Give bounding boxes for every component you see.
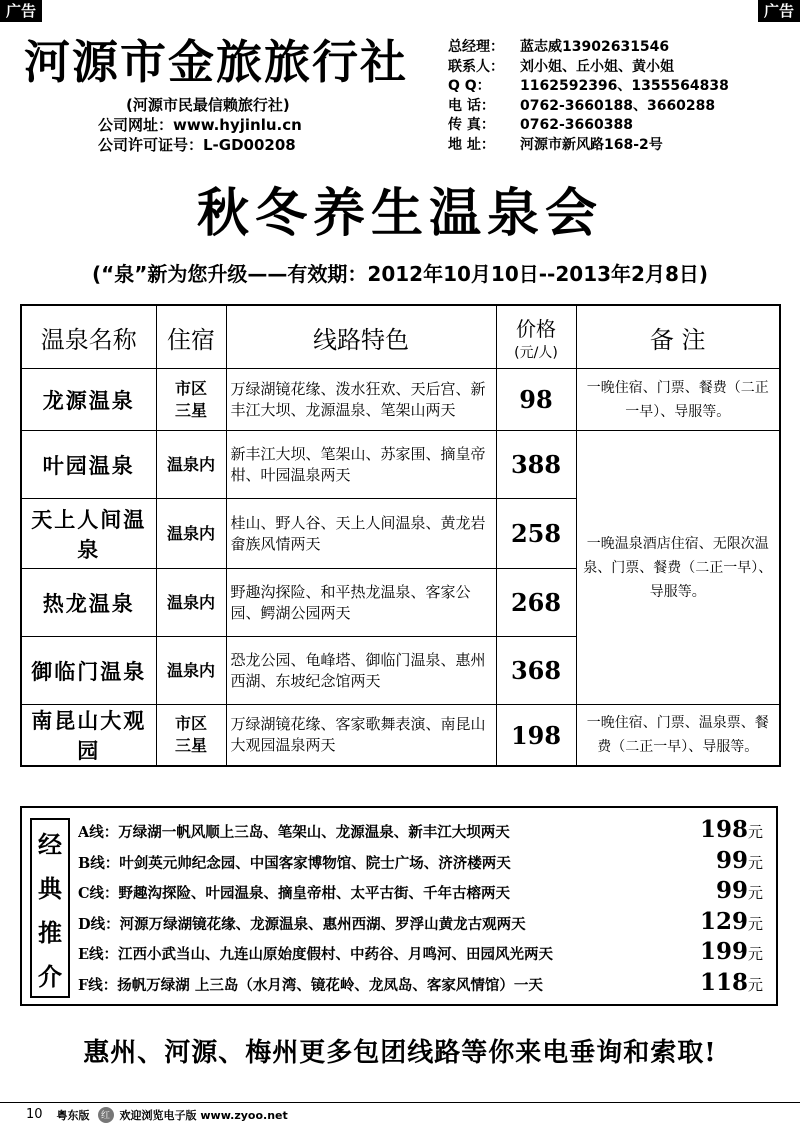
route-text: D线：河源万绿湖镜花缘、龙源温泉、惠州西湖、罗浮山黄龙古观两天 <box>78 915 526 933</box>
contact-label: 电 话： <box>448 97 495 114</box>
contact-value: 刘小姐、丘小姐、黄小姐 <box>520 58 674 75</box>
ad-tag-right: 广告 <box>758 0 800 22</box>
classic-route-line <box>78 908 768 939</box>
header-note: 备 注 <box>576 305 780 369</box>
classic-route-line <box>78 938 768 969</box>
route-price-unit: 元 <box>748 975 764 994</box>
price-value: 198 <box>496 705 576 767</box>
header-stay: 住宿 <box>156 305 226 369</box>
header-price <box>496 305 576 369</box>
route-desc: 万绿湖镜花缘、客家歌舞表演、南昆山大观园温泉两天 <box>226 705 496 767</box>
route-desc: 桂山、野人谷、天上人间温泉、黄龙岩畲族风情两天 <box>226 499 496 569</box>
edition-label: 粤东版 <box>56 1108 90 1122</box>
spring-name: 热龙温泉 <box>21 569 156 637</box>
price-value: 258 <box>496 499 576 569</box>
spring-name: 御临门温泉 <box>21 637 156 705</box>
hot-spring-price-table <box>20 304 781 767</box>
route-price-unit: 元 <box>748 914 764 933</box>
table-header-row <box>21 305 780 369</box>
table-row <box>21 705 780 767</box>
contact-value: 蓝志威13902631546 <box>520 39 670 55</box>
classic-routes-list <box>78 816 768 999</box>
classic-label-char: 介 <box>38 961 62 991</box>
classic-route-line <box>78 877 768 908</box>
note-cell: 一晚住宿、门票、餐费（二正一早）、导服等。 <box>576 369 780 431</box>
stay-type: 市区三星 <box>156 705 226 767</box>
route-desc: 新丰江大坝、笔架山、苏家围、摘皇帝柑、叶园温泉两天 <box>226 431 496 499</box>
stay-type: 温泉内 <box>156 637 226 705</box>
page-number: 10 <box>26 1107 43 1122</box>
classic-routes-label <box>30 818 70 998</box>
header-route: 线路特色 <box>226 305 496 369</box>
route-price-unit: 元 <box>748 823 764 841</box>
note-cell: 一晚住宿、门票、温泉票、餐费（二正一早）、导服等。 <box>576 705 780 767</box>
company-website: 公司网址：www.hyjinlu.cn <box>98 116 302 134</box>
note-cell: 一晚温泉酒店住宿、无限次温泉、门票、餐费（二正一早）、导服等。 <box>576 431 780 705</box>
route-price-unit: 元 <box>748 884 764 902</box>
spring-name: 叶园温泉 <box>21 431 156 499</box>
route-price: 99 <box>715 846 748 874</box>
contact-value: 0762-3660188、3660288 <box>520 97 716 114</box>
route-text: B线：叶剑英元帅纪念园、中国客家博物馆、院士广场、济济楼两天 <box>78 854 511 872</box>
table-row <box>21 369 780 431</box>
contact-row <box>448 58 729 78</box>
contact-label: Q Q： <box>448 78 491 94</box>
contact-label: 传 真： <box>448 117 495 133</box>
company-name: 河源市金旅旅行社 <box>24 35 408 89</box>
publisher-logo: 红 <box>98 1107 114 1123</box>
classic-label-char: 经 <box>38 829 62 859</box>
route-price: 99 <box>715 877 748 904</box>
classic-label-char: 典 <box>38 873 62 903</box>
route-price: 199 <box>699 938 748 965</box>
contact-row <box>448 136 729 156</box>
route-text: A线：万绿湖一帆风顺上三岛、笔架山、龙源温泉、新丰江大坝两天 <box>78 824 510 841</box>
spring-name: 南昆山大观园 <box>21 705 156 767</box>
classic-route-line <box>78 969 768 1000</box>
page-footer <box>0 1102 800 1126</box>
table-body <box>21 369 780 767</box>
header-price-unit: (元/人) <box>514 344 558 361</box>
table-row <box>21 431 780 499</box>
price-value: 388 <box>496 431 576 499</box>
contact-row <box>448 97 729 117</box>
promo-title: 秋冬养生温泉会 <box>196 183 603 244</box>
contact-value: 0762-3660388 <box>520 117 633 133</box>
promo-subtitle: (“泉”新为您升级——有效期：2012年10月10日--2013年2月8日) <box>92 262 708 286</box>
contact-label: 联系人： <box>448 58 504 75</box>
stay-type: 温泉内 <box>156 431 226 499</box>
route-price: 198 <box>699 816 748 843</box>
company-tagline: (河源市民最信赖旅行社) <box>126 96 290 114</box>
classic-routes-box <box>20 806 778 1006</box>
contact-row <box>448 116 729 136</box>
route-desc: 万绿湖镜花缘、泼水狂欢、天后宫、新丰江大坝、龙源温泉、笔架山两天 <box>226 369 496 431</box>
contact-block <box>448 38 729 155</box>
route-price: 118 <box>699 968 748 996</box>
price-value: 268 <box>496 569 576 637</box>
route-price: 129 <box>699 907 748 935</box>
contact-label: 总经理： <box>448 39 504 55</box>
spring-name: 龙源温泉 <box>21 369 156 431</box>
ad-tag-left: 广告 <box>0 0 42 22</box>
route-price-unit: 元 <box>748 853 764 872</box>
header-name: 温泉名称 <box>21 305 156 369</box>
stay-type: 温泉内 <box>156 569 226 637</box>
classic-route-line <box>78 847 768 878</box>
price-value: 98 <box>496 369 576 431</box>
price-value: 368 <box>496 637 576 705</box>
route-desc: 恐龙公园、龟峰塔、御临门温泉、惠州西湖、东坡纪念馆两天 <box>226 637 496 705</box>
contact-row <box>448 77 729 97</box>
contact-row <box>448 38 729 58</box>
contact-value: 河源市新风路168-2号 <box>520 136 663 153</box>
route-text: E线：江西小武当山、九连山原始度假村、中药谷、月鸣河、田园风光两天 <box>78 946 554 963</box>
classic-route-line <box>78 816 768 847</box>
bottom-slogan: 惠州、河源、梅州更多包团线路等你来电垂询和索取! <box>83 1038 717 1068</box>
stay-type: 温泉内 <box>156 499 226 569</box>
route-price-unit: 元 <box>748 945 764 963</box>
header-price-label: 价格 <box>516 316 556 341</box>
spring-name: 天上人间温泉 <box>21 499 156 569</box>
route-text: F线：扬帆万绿湖 上三岛（水月湾、镜花岭、龙凤岛、客家风情馆）一天 <box>78 976 543 994</box>
contact-value: 1162592396、1355564838 <box>520 78 729 94</box>
company-license: 公司许可证号：L-GD00208 <box>98 136 296 154</box>
route-text: C线：野趣沟探险、叶园温泉、摘皇帝柑、太平古街、千年古榕两天 <box>78 885 511 902</box>
classic-label-char: 推 <box>38 917 62 947</box>
route-desc: 野趣沟探险、和平热龙温泉、客家公园、鳄湖公园两天 <box>226 569 496 637</box>
contact-label: 地 址： <box>448 136 495 153</box>
footer-text: 欢迎浏览电子版 www.zyoo.net <box>119 1108 288 1122</box>
stay-type: 市区三星 <box>156 369 226 431</box>
